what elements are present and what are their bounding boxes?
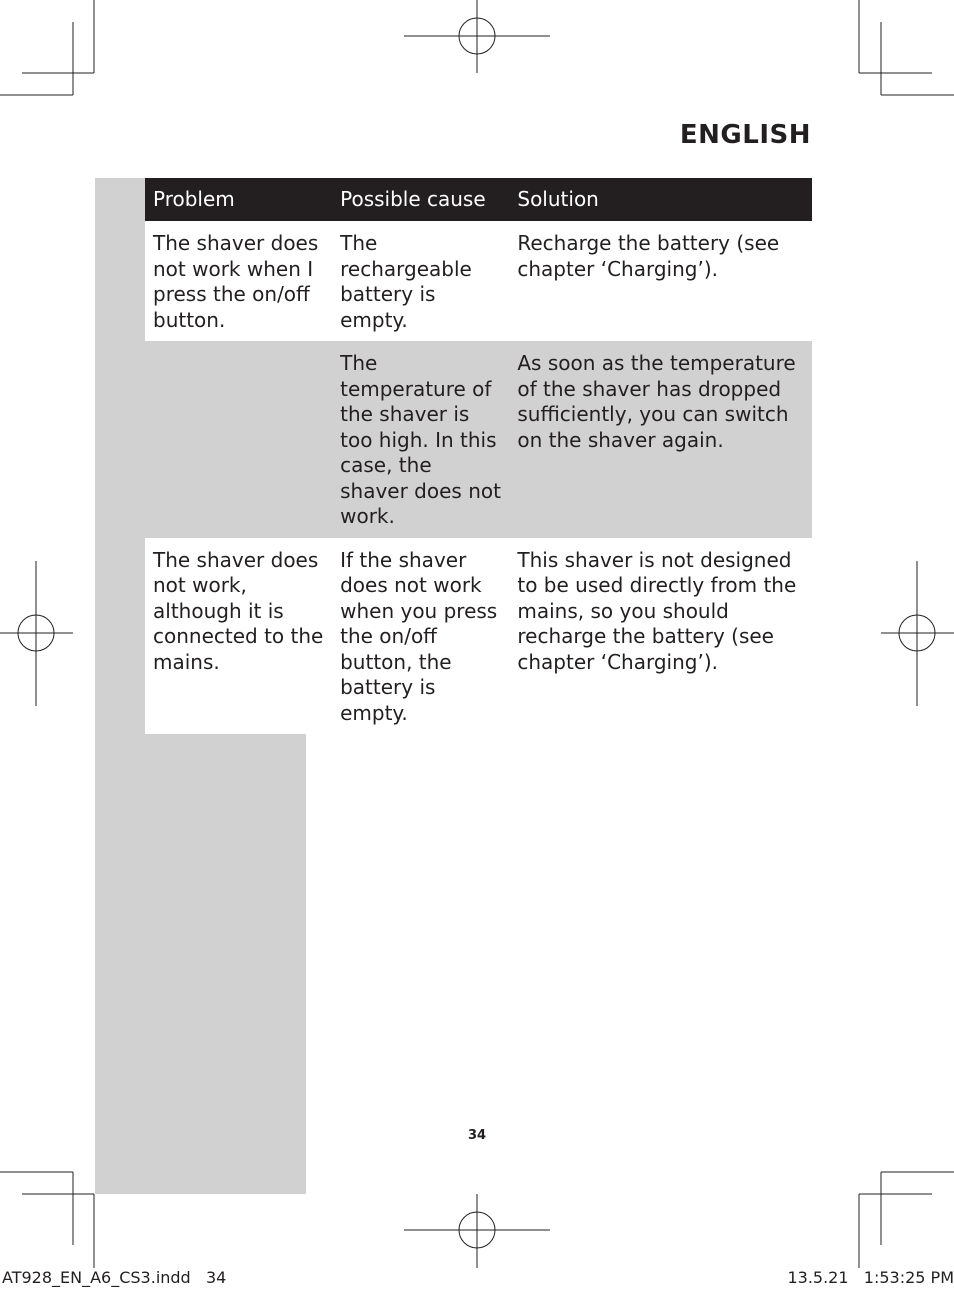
cause-cell: The rechargeable battery is empty.	[332, 221, 509, 341]
language-heading: ENGLISH	[679, 120, 811, 150]
table-row	[145, 538, 812, 735]
cause-cell: The temperature of the shaver is too high. In this case, the shaver does not work.	[332, 341, 509, 538]
page-number: 34	[467, 1128, 487, 1143]
troubleshooting-table	[145, 178, 812, 734]
registration-mark-top	[404, 0, 550, 73]
solution-cell: This shaver is not designed to be used directly from the mains, so you should recharge the battery (see chapter ‘Charging’).	[509, 538, 812, 735]
cause-cell: If the shaver does not work when you press the on/off button, the battery is empty.	[332, 538, 509, 735]
column-header-problem: Problem	[145, 178, 332, 221]
column-header-solution: Solution	[509, 178, 812, 221]
solution-cell: Recharge the battery (see chapter ‘Charging’).	[509, 221, 812, 341]
solution-cell: As soon as the temperature of the shaver has dropped sufficiently, you can switch on the shaver again.	[509, 341, 812, 538]
problem-cell: The shaver does not work, although it is connected to the mains.	[145, 538, 332, 735]
print-timestamp: 13.5.21 1:53:25 PM	[787, 1268, 954, 1287]
file-slug: AT928_EN_A6_CS3.indd 34	[2, 1268, 227, 1287]
registration-mark-left	[0, 561, 73, 706]
table-header-row	[145, 178, 812, 221]
registration-mark-bottom	[404, 1194, 550, 1268]
problem-cell	[145, 341, 332, 538]
column-header-cause: Possible cause	[332, 178, 509, 221]
table-row	[145, 341, 812, 538]
registration-mark-right	[881, 561, 954, 706]
problem-cell: The shaver does not work when I press the on/off button.	[145, 221, 332, 341]
table-row	[145, 221, 812, 341]
